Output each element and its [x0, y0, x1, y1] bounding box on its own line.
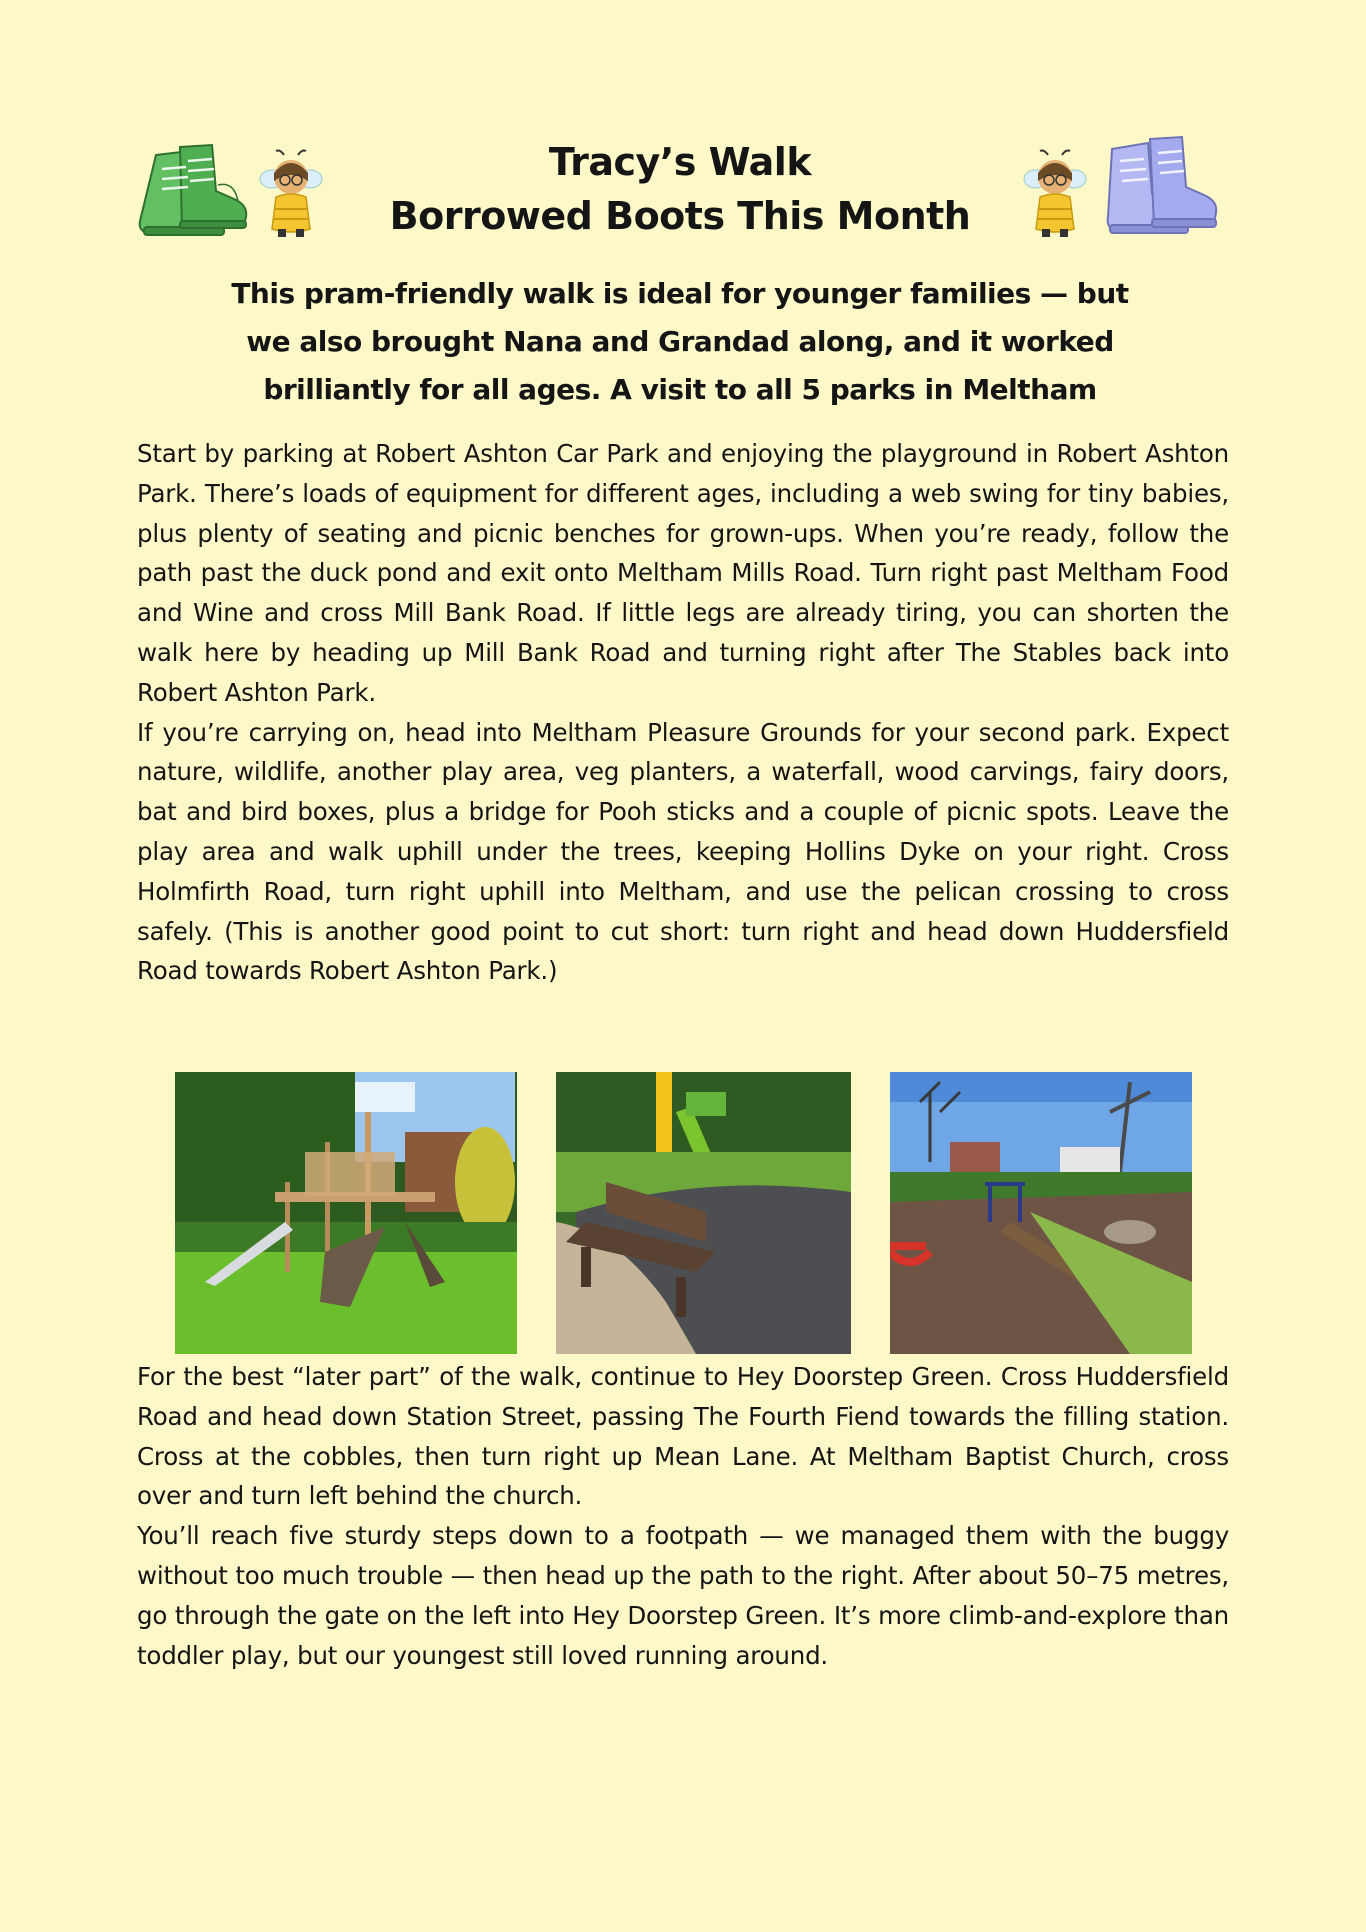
paragraph: If you’re carrying on, head into Meltham Pleasure Grounds for your second park. Expect nature, wildlife, another play area, veg planters, a waterfall, wood carvings, fairy doors, bat and bird boxes, plus a bridge for Pooh sticks and a couple of picnic spots. Leave the play area and walk uphill under the trees, keeping Hollins Dyke on your right. Cross Holmfirth Road, turn right uphill into Meltham, and use the pelican crossing to cross safely. (This is another good point to cut short: turn right and head down Huddersfield Road towards Robert Ashton Park.): [137, 717, 1229, 986]
summary-line: we also brought Nana and Grandad along, and it worked: [246, 325, 1114, 358]
summary-line: brilliantly for all ages. A visit to all 5 parks in Meltham: [263, 373, 1097, 406]
walk-directions-part-1: [137, 434, 1229, 991]
wooden-play-tower-photo: [175, 1072, 517, 1354]
photo-strip: [0, 1072, 1366, 1354]
paragraph: Start by parking at Robert Ashton Car Park and enjoying the playground in Robert Ashton Park. There’s loads of equipment for different ages, including a web swing for tiny babies, plus plenty of seating and picnic benches for grown-ups. When you’re ready, follow the path past the duck pond and exit onto Meltham Mills Road. Turn right past Meltham Food and Wine and cross Mill Bank Road. If little legs are already tiring, you can shorten the walk here by heading up Mill Bank Road and turning right after The Stables back into Robert Ashton Park.: [137, 439, 1229, 707]
green-boots-icon: [134, 141, 252, 241]
purple-boots-icon: [1102, 135, 1220, 239]
paragraph: For the best “later part” of the walk, continue to Hey Doorstep Green. Cross Huddersfield Road and head down Station Street, passing The Fourth Fiend towards the filling station. Cross at the cobbles, then turn right up Mean Lane. At Meltham Baptist Church, cross over and turn left behind the church.: [137, 1362, 1229, 1511]
page-title: Tracy’s Walk: [548, 140, 812, 184]
header: [130, 135, 1230, 245]
paragraph: You’ll reach five sturdy steps down to a footpath — we managed them with the buggy without too much trouble — then head up the path to the right. After about 50–75 metres, go through the gate on the left into Hey Doorstep Green. It’s more climb-and-explore than toddler play, but our youngest still loved running around.: [137, 1521, 1229, 1670]
title-block: [335, 135, 1025, 243]
summary-line: This pram-friendly walk is ideal for younger families — but: [231, 277, 1129, 310]
walk-directions-part-2: [137, 1357, 1229, 1675]
bench-by-path-photo: [556, 1072, 851, 1354]
intro-summary: [130, 270, 1230, 414]
bee-icon: [256, 149, 326, 239]
page-subtitle-heading: Borrowed Boots This Month: [389, 194, 971, 238]
bark-play-area-photo: [890, 1072, 1192, 1354]
bee-icon: [1020, 149, 1090, 239]
